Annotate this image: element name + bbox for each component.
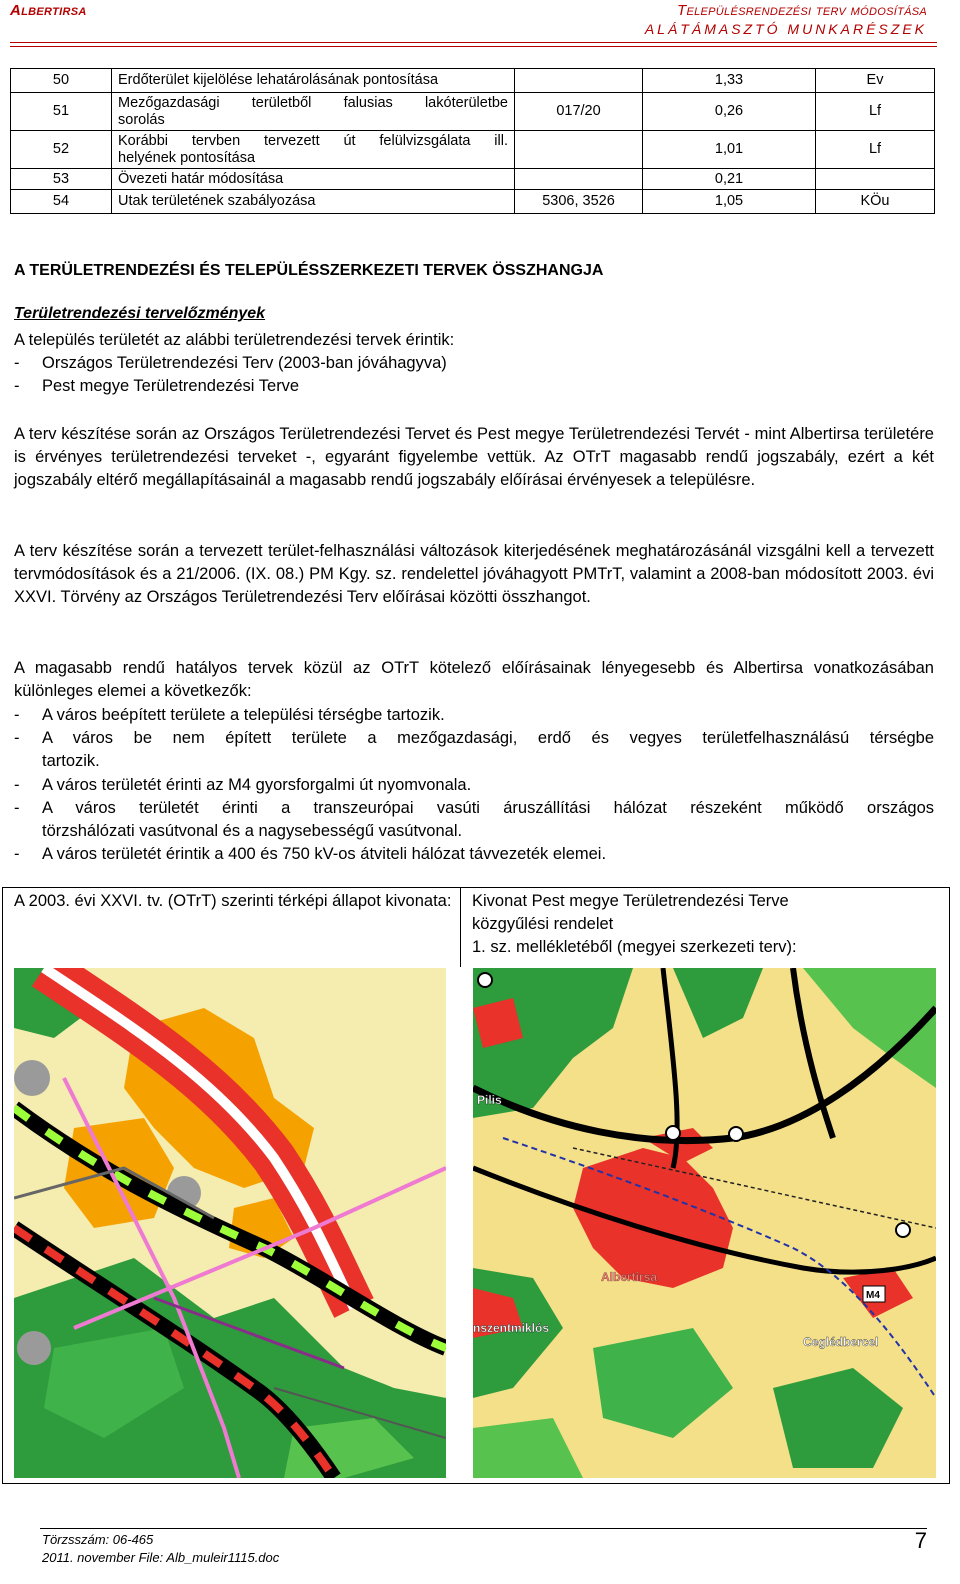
header-document-owner: Albertirsa xyxy=(10,2,87,19)
header-rule-double xyxy=(10,46,937,47)
bullet-text: A város területét érinti az M4 gyorsforgalmi út nyomvonala. xyxy=(42,776,472,794)
row-description: Erdőterület kijelölése lehatárolásának pontosítása xyxy=(112,69,515,93)
bullet-continuation: tartozik. xyxy=(42,752,100,770)
row-parcel: 017/20 xyxy=(515,93,643,131)
row-description-line2: helyének pontosítása xyxy=(118,149,256,166)
page-number: 7 xyxy=(914,1528,927,1553)
row-landuse-code: Lf xyxy=(816,93,935,131)
subsection-title: Területrendezési tervelőzmények xyxy=(14,305,266,322)
footer-file-info: 2011. november File: Alb_muleir1115.doc xyxy=(42,1550,280,1565)
paragraph-harmony-check: A terv készítése során a tervezett terület-felhasználási változások kiterjedésének meghatározásánál vizsgálni kell a tervezett tervmódosítások és a 21/2006. (IX. 08.) PM Kgy. sz. rendelettel jóváhagyott PMTrT, valamint a 2008-ban módosított 2003. évi XXVI. Törvény az Országos Területrendezési Terv előírásai közötti összhangot. xyxy=(14,542,934,606)
row-number: 50 xyxy=(11,69,112,93)
table-row xyxy=(11,190,935,214)
row-landuse-code: Ev xyxy=(816,69,935,93)
table-row xyxy=(11,131,935,169)
bullet-item: - A város területét érintik a 400 és 750 kV-os átviteli hálózat távvezeték elemei. xyxy=(14,845,607,863)
bullet-item: - A város beépített területe a települési térségbe tartozik. xyxy=(14,706,445,724)
row-area: 1,33 xyxy=(643,69,816,93)
bullet-text: A város területét érinti a transzeurópai vasúti áruszállítási hálózat részeként működő országos xyxy=(42,799,934,817)
map-right-caption-line1: Kivonat Pest megye Területrendezési Terve xyxy=(472,892,789,910)
row-description-line1: Mezőgazdasági területből falusias lakóterületbe xyxy=(118,94,508,111)
intro-list-item-text: Országos Területrendezési Terv (2003-ban jóváhagyva) xyxy=(42,354,447,372)
row-description-line1: Korábbi tervben tervezett út felülvizsgálata ill. xyxy=(118,132,508,149)
pest-county-map xyxy=(473,968,936,1478)
modifications-table xyxy=(10,68,935,214)
map-label-ceglebercel: Ceglédbercel xyxy=(803,1335,879,1349)
row-parcel: 5306, 3526 xyxy=(515,190,643,214)
footer-rule xyxy=(40,1528,927,1529)
intro-text: A település területét az alábbi területrendezési tervek érintik: xyxy=(14,331,455,349)
table-row xyxy=(11,169,935,190)
paragraph-otrt-elements: A magasabb rendű hatályos tervek közül az OTrT kötelező előírásainak lényegesebb és Albertirsa vonatkozásában különleges elemei a következők: xyxy=(14,659,934,700)
row-number: 53 xyxy=(11,169,112,190)
row-description xyxy=(112,131,515,169)
table-row xyxy=(11,93,935,131)
bullet-item: - A város be nem épített területe a mezőgazdasági, erdő és vegyes területfelhasználású térségbe xyxy=(14,729,934,747)
intro-list-item-text: Pest megye Területrendezési Terve xyxy=(42,377,300,395)
intro-list-item: - Pest megye Területrendezési Terve xyxy=(14,377,300,395)
row-parcel xyxy=(515,69,643,93)
paragraph-plans-considered: A terv készítése során az Országos Területrendezési Tervet és Pest megye Területrendezési Tervét - mint Albertirsa területére is érvényes területrendezési terveket -, egyaránt figyelembe vettük. Az OTrT magasabb rendű jogszabály, ezért a két jogszabály eltérő megállapításainál a magasabb rendű jogszabály előírásai érvényesek a településre. xyxy=(14,425,934,489)
section-title: A TERÜLETRENDEZÉSI ÉS TELEPÜLÉSSZERKEZETI TERVEK ÖSSZHANGJA xyxy=(14,262,604,279)
header-rule xyxy=(10,42,937,43)
row-area: 0,21 xyxy=(643,169,816,190)
header-document-title: Településrendezési terv módosítása xyxy=(677,2,927,19)
map-label-m4: M4 xyxy=(866,1290,880,1301)
intro-list-item: - Országos Területrendezési Terv (2003-ban jóváhagyva) xyxy=(14,354,447,372)
bullet-text: A város területét érintik a 400 és 750 kV-os átviteli hálózat távvezeték elemei. xyxy=(42,845,607,863)
row-area: 1,01 xyxy=(643,131,816,169)
map-left-caption: A 2003. évi XXVI. tv. (OTrT) szerinti térképi állapot kivonata: xyxy=(14,892,452,910)
table-row xyxy=(11,69,935,93)
map-label-pilis: Pilis xyxy=(477,1093,502,1107)
map-label-albertirsa: Albertirsa xyxy=(601,1270,658,1284)
row-number: 54 xyxy=(11,190,112,214)
row-landuse-code: Lf xyxy=(816,131,935,169)
row-number: 51 xyxy=(11,93,112,131)
header-document-subtitle: ALÁTÁMASZTÓ MUNKARÉSZEK xyxy=(644,21,927,37)
row-description: Utak területének szabályozása xyxy=(112,190,515,214)
bullet-text: A város be nem épített területe a mezőgazdasági, erdő és vegyes területfelhasználású térségbe xyxy=(42,729,934,747)
row-description xyxy=(112,93,515,131)
map-right-caption-line2: közgyűlési rendelet xyxy=(472,915,614,933)
row-area: 0,26 xyxy=(643,93,816,131)
row-description: Övezeti határ módosítása xyxy=(112,169,515,190)
row-parcel xyxy=(515,169,643,190)
row-area: 1,05 xyxy=(643,190,816,214)
map-right-caption-line3: 1. sz. mellékletéből (megyei szerkezeti terv): xyxy=(472,938,797,956)
otrt-map xyxy=(14,968,446,1478)
bullet-item: - A város területét érinti a transzeurópai vasúti áruszállítási hálózat részeként működő országos xyxy=(14,799,934,817)
footer-registry-number: Törzsszám: 06-465 xyxy=(42,1532,154,1547)
row-landuse-code xyxy=(816,169,935,190)
map-label-monor: nszentmiklós xyxy=(473,1321,550,1335)
row-parcel xyxy=(515,131,643,169)
bullet-text: A város beépített területe a települési térségbe tartozik. xyxy=(42,706,445,724)
bullet-continuation: törzshálózati vasútvonal és a nagysebességű vasútvonal. xyxy=(42,822,463,840)
map-caption-divider xyxy=(460,887,461,967)
row-number: 52 xyxy=(11,131,112,169)
bullet-item: - A város területét érinti az M4 gyorsforgalmi út nyomvonala. xyxy=(14,776,472,794)
row-description-line2: sorolás xyxy=(118,111,165,128)
row-landuse-code: KÖu xyxy=(816,190,935,214)
map-right-caption xyxy=(472,890,797,959)
